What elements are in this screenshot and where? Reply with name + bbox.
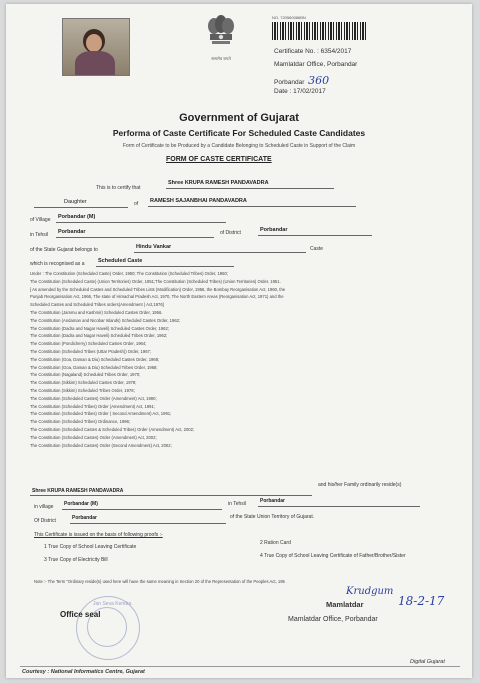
order-line: The Constitution (Scheduled Tribes) Order (Amendment) Act, 1991; (30, 403, 155, 409)
handwritten-number: 360 (308, 74, 330, 87)
resident-name: Shree KRUPA RAMESH PANDAVADRA (32, 488, 124, 494)
signature-date: 18-2-17 (398, 594, 445, 608)
office-line: Mamlatdar Office, Porbandar (274, 61, 358, 68)
state-label: of the State Gujarat belongs to (30, 247, 98, 253)
date-value: 17/02/2017 (293, 88, 326, 95)
res-state-text: of the State Union Territory of Gujarat. (230, 514, 315, 520)
recognised-as: Scheduled Caste (98, 258, 143, 264)
family-text: and his/her Family ordinarily reside(s) (318, 482, 402, 488)
caste-label: Caste (310, 246, 324, 252)
office-seal-label: Office seal (60, 610, 101, 619)
village-value: Porbandar (M) (58, 214, 96, 220)
applicant-photo (62, 18, 130, 76)
order-line: The Constitution (Dadra and Nagar Haveli) Scheduled Castes Order, 1962; (30, 325, 169, 331)
state-emblem-icon (206, 14, 236, 56)
date-label: Date (274, 88, 288, 95)
applicant-name: Shree KRUPA RAMESH PANDAVADRA (168, 180, 269, 186)
order-line: The Constitution (Scheduled Tribes (Uttar Pradesh)) Order, 1967; (30, 348, 152, 354)
order-line: The Constitution (Scheduled Tribes) Order ( Second Amendment) Act, 1991; (30, 411, 172, 417)
order-line: The Constitution (Scheduled Castes & Scheduled Tribes) Order (Amendment) Act, 2002; (30, 426, 195, 432)
caste-value: Hindu Vankar (136, 244, 172, 250)
district-label: of District (220, 230, 241, 236)
parent-name: RAMESH SAJANBHAI PANDAVADRA (150, 198, 247, 204)
proof-item: 4 True Copy of School Leaving Certificate of Father/Brother/Sister (260, 553, 406, 559)
order-line: The Constitution (Sikkim) Scheduled Castes Order, 1978; (30, 380, 137, 386)
order-line: Under : The Constitution (Scheduled Caste) Order, 1950; The Constitution (Scheduled Tribes) Order, 1950; (30, 271, 228, 276)
tehsil-value: Porbandar (58, 229, 86, 235)
res-tehsil-label: in Tehsil (228, 501, 246, 507)
mamlatdar-title: Mamlatdar (326, 600, 364, 609)
seal-text: Jan Seva Kendra (93, 601, 132, 607)
form-title: FORM OF CASTE CERTIFICATE (166, 156, 272, 163)
certify-label: This is to certify that (96, 185, 141, 191)
order-line: The Constitution (Scheduled Castes) Order (Amendment) Act, 1990; (30, 395, 157, 401)
order-line: The Constitution (Nagaland) Scheduled Tribes Order, 1970; (30, 372, 141, 378)
of-label: of (134, 201, 139, 207)
performa-title: Performa of Caste Certificate For Scheduled Caste Candidates (112, 128, 366, 138)
district-value: Porbandar (260, 227, 288, 233)
res-district-value: Porbandar (72, 515, 98, 521)
order-line: The Constitution (Andaman and Nicobar Islands) Scheduled Castes Order, 1962; (30, 317, 181, 323)
proof-item: 3 True Copy of Electricity Bill (44, 557, 108, 563)
emblem-motto: सत्यमेव जयते (211, 56, 231, 61)
order-line: The Constitution (Jammu and Kashmir) Scheduled Castes Order, 1956. (30, 309, 163, 315)
proof-item: 2 Ration Card (260, 540, 291, 546)
order-line: The Constitution (Scheduled Caste) (Union Territories) Order, 1951;The Constitution (Scheduled Tribes) (Union Territories) Order, 1951. (30, 278, 281, 284)
order-line: The Constitution (Goa, Daman & Diu) Scheduled Castes Order, 1968; (30, 356, 160, 362)
mamlatdar-office: Mamlatdar Office, Porbandar (288, 616, 378, 623)
subtitle: Form of Certificate to be Produced by a Candidate Belonging to Scheduled Caste in Support of the Claim (122, 143, 356, 149)
date-row: Date : 17/02/2017 (274, 88, 326, 95)
recognised-label: which is recognised as a (30, 261, 85, 267)
res-village-value: Porbandar (M) (64, 501, 98, 507)
digital-gujarat: Digital Gujarat (410, 659, 445, 665)
certificate-no-label: Certificate No. (274, 48, 316, 55)
order-line: The Constitution (Pondicherry) Scheduled Castes Order, 1964; (30, 341, 147, 347)
order-line: [ As amended by the Scheduled Castes and Scheduled Tribes Lists (Modification) Order, 1956, the Bombay Reorganisation Act, 1960, the (30, 286, 286, 292)
village-label: of Village (30, 217, 51, 223)
barcode-number: NO. 720560086BN (272, 15, 306, 20)
order-line: The Constitution (Dadra and Nagar Haveli) Scheduled Tribes Order, 1962; (30, 333, 168, 339)
order-line: The Constitution (Scheduled Tribes) Ordinance, 1996; (30, 419, 131, 425)
order-line: Punjab Reorganisation Act, 1966, The state of Himachal Pradesh Act, 1970, The North Eastern Areas (Reorganisation Act, 1971) and the (30, 294, 284, 300)
proofs-heading: This Certificate is issued on the basis of following proofs :- (34, 532, 163, 538)
certificate-no-row: Certificate No. : 6354/2017 (274, 48, 352, 55)
porbandar-label: Porbandar (274, 79, 305, 86)
orders-list (30, 270, 450, 449)
tehsil-label: in Tehsil (30, 232, 48, 238)
signature: Krudgum (346, 586, 394, 597)
order-line: The Constitution (Sikkim) Scheduled Tribes Order, 1978; (30, 387, 135, 393)
certificate-page (6, 4, 472, 678)
res-village-label: in village (34, 504, 54, 510)
order-line: The Constitution (Scheduled Castes) Order (Amendment) Act, 2002; (30, 434, 157, 440)
order-line: The Constitution (Scheduled Castes) Order (Second Amendment) Act, 2002; (30, 442, 172, 448)
barcode (272, 22, 368, 40)
note-text: Note :- The Term "Ordinary reside(s) used here will have the same meaning in Section 20 of the Representation of the Peoples Act, 195 (34, 579, 285, 584)
res-tehsil-value: Porbandar (260, 498, 286, 504)
government-title: Government of Gujarat (179, 112, 299, 124)
relation: Daughter (64, 199, 87, 205)
porbandar-row (274, 74, 329, 87)
order-line: Scheduled Castes and Scheduled Tribes orders(Amendment ) Act,1976] (30, 302, 164, 308)
courtesy-text: Courtesy : National Informatics Centre, Gujarat (22, 669, 145, 675)
office-seal-stamp (76, 596, 140, 660)
certificate-no: 6354/2017 (320, 48, 352, 55)
order-line: The Constitution (Goa, Daman & Diu) Scheduled Tribes Order, 1968; (30, 364, 158, 370)
proof-item: 1 True Copy of School Leaving Certificate (44, 544, 137, 550)
res-district-label: Of District (34, 518, 56, 524)
